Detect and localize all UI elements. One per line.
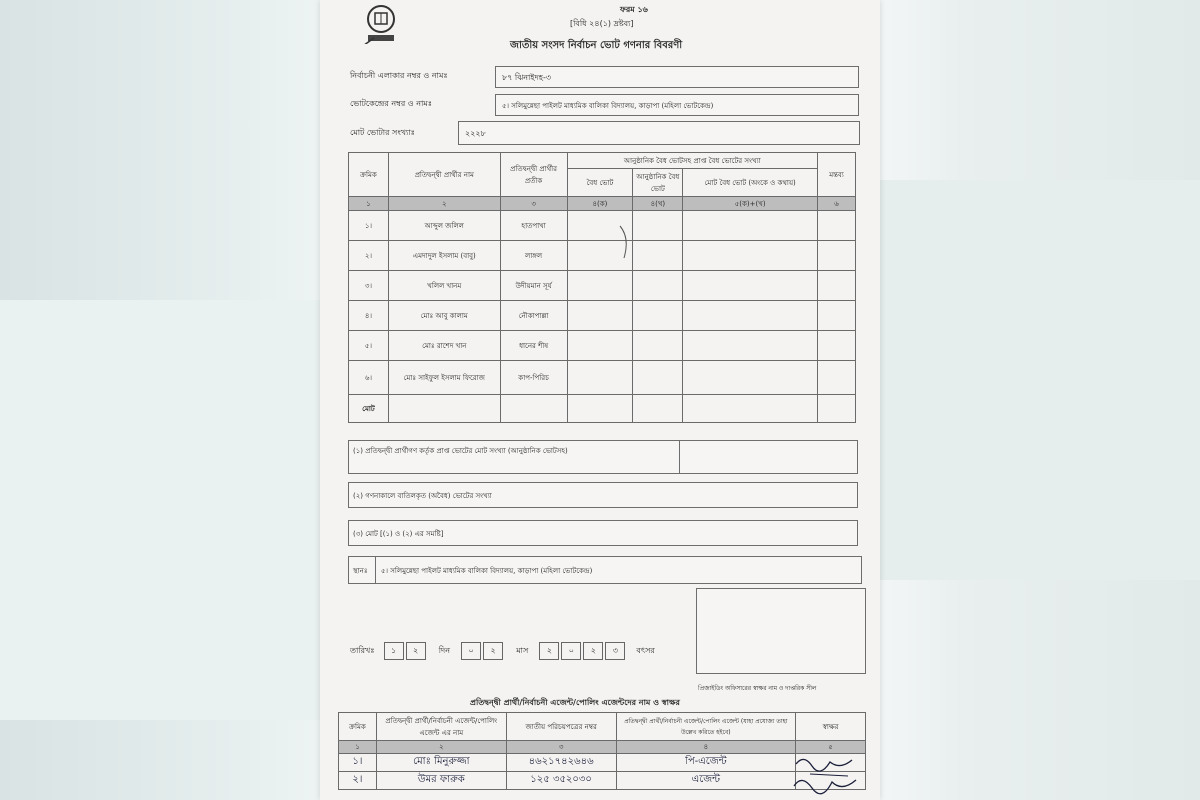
handwritten-signature-icon: [790, 752, 860, 798]
header-serial: ক্রমিক: [349, 153, 389, 197]
row-formal-votes: [633, 361, 683, 395]
row-symbol: লাঙ্গল: [500, 241, 567, 271]
index-cell: ২: [376, 741, 506, 754]
row-serial: ২।: [349, 241, 389, 271]
row-total-votes: [683, 211, 818, 241]
row-serial: ৬।: [349, 361, 389, 395]
row-candidate-name: মোঃ রাশেদ খান: [388, 331, 500, 361]
index-cell: ৩: [500, 197, 567, 211]
election-commission-logo: [360, 2, 402, 44]
officer-caption: প্রিজাইডিং অফিসারের স্বাক্ষর নাম ও দাপ্তরিক সীল: [698, 685, 817, 692]
agents-header-nid: জাতীয় পরিচয়পত্রের নম্বর: [506, 713, 616, 741]
center-label: ভোটকেন্দ্রের নম্বর ও নামঃ: [350, 99, 432, 108]
table-row: [349, 211, 856, 241]
row-total-votes: [683, 331, 818, 361]
year-digit: ০: [561, 642, 581, 660]
header-valid: বৈধ ভোট: [567, 169, 633, 197]
summary-line-2: [348, 482, 858, 508]
row-serial: ৫।: [349, 331, 389, 361]
total-cell: [633, 395, 683, 423]
summary-line-3: [348, 520, 858, 546]
row-serial: ৪।: [349, 301, 389, 331]
index-cell: ৪(খ): [633, 197, 683, 211]
row-total-votes: [683, 301, 818, 331]
table-row: [349, 331, 856, 361]
vote-count-form-sheet: [320, 0, 880, 800]
summary-line-2-text: (২) গণনাকালে বাতিলকৃত (অবৈধ) ভোটের সংখ্যা: [353, 492, 492, 500]
row-remarks: [818, 241, 856, 271]
index-cell: ৪: [616, 741, 796, 754]
date-label: তারিখঃ: [350, 646, 375, 655]
index-cell: ১: [349, 197, 389, 211]
background-panel-left: [0, 300, 320, 720]
table-row: [349, 241, 856, 271]
divider: [679, 441, 680, 473]
total-voters-label: মোট ভোটার সংখ্যাঃ: [350, 128, 415, 137]
total-cell: [818, 395, 856, 423]
row-valid-votes: [567, 301, 633, 331]
row-remarks: [818, 331, 856, 361]
table-row: [339, 772, 866, 790]
row-formal-votes: [633, 211, 683, 241]
row-candidate-name: খলিল খানম: [388, 271, 500, 301]
header-total-valid: মোট বৈধ ভোট (অংকে ও কথায়): [683, 169, 818, 197]
row-remarks: [818, 271, 856, 301]
divider: [375, 557, 376, 583]
agent-type: এজেন্ট: [616, 772, 796, 790]
index-cell: ৬: [818, 197, 856, 211]
row-symbol: নৌকাপাল্লা: [500, 301, 567, 331]
results-table: [348, 152, 856, 423]
header-valid-votes-group: আনুষ্ঠানিক বৈধ ভোটসহ প্রাপ্ত বৈধ ভোটের সংখ্যা: [567, 153, 818, 169]
row-formal-votes: [633, 241, 683, 271]
month-digit: ২: [483, 642, 503, 660]
row-serial: ৩।: [349, 271, 389, 301]
form-number: ফরম ১৬: [620, 5, 648, 14]
place-value: ৫। সলিমুন্নেছা পাইলট মাধ্যমিক বালিকা বিদ্যালয়, কাড়াপা (মহিলা ভোটকেন্দ্র): [381, 567, 593, 575]
row-candidate-name: মোঃ আবু কালাম: [388, 301, 500, 331]
index-cell: ২: [388, 197, 500, 211]
summary-line-3-text: (৩) মোট [(১) ও (২) এর সমষ্টি]: [353, 530, 444, 538]
total-row: [349, 395, 856, 423]
agents-title: প্রতিদ্বন্দ্বী প্রার্থী/নির্বাচনী এজেন্ট/পোলিং এজেন্টদের নাম ও স্বাক্ষর: [470, 698, 680, 707]
header-remarks: মন্তব্য: [818, 153, 856, 197]
date-row: [350, 638, 655, 660]
day-label: দিন: [438, 646, 450, 655]
summary-line-1-text: (১) প্রতিদ্বন্দ্বী প্রার্থীগণ কর্তৃক প্রাপ্ত ভোটের মোট সংখ্যা (আনুষ্ঠানিক ভোটসহ): [353, 447, 568, 455]
month-label: মাস: [516, 646, 529, 655]
agents-header-name: প্রতিদ্বন্দ্বী প্রার্থী/নির্বাচনী এজেন্ট/পোলিং এজেন্ট এর নাম: [376, 713, 506, 741]
index-cell: ৩: [506, 741, 616, 754]
background-panel-right: [880, 180, 1200, 580]
agent-type: পি-এজেন্ট: [616, 754, 796, 772]
total-cell: [500, 395, 567, 423]
row-remarks: [818, 211, 856, 241]
row-formal-votes: [633, 301, 683, 331]
form-rule: [বিধি ২৪(১) দ্রষ্টব্য]: [570, 19, 634, 28]
row-total-votes: [683, 241, 818, 271]
agent-serial: ১।: [339, 754, 377, 772]
month-digit: ০: [461, 642, 481, 660]
presiding-officer-signature-box: [696, 588, 866, 674]
agent-serial: ২।: [339, 772, 377, 790]
constituency-label: নির্বাচনী এলাকার নম্বর ও নামঃ: [350, 71, 448, 80]
row-valid-votes: [567, 331, 633, 361]
agent-name: মোঃ মিনুরুজ্জা: [376, 754, 506, 772]
index-cell: ৫(ক)+(খ): [683, 197, 818, 211]
total-voters-field: [458, 121, 860, 145]
year-digit: ৩: [605, 642, 625, 660]
row-total-votes: [683, 271, 818, 301]
table-row: [339, 754, 866, 772]
row-total-votes: [683, 361, 818, 395]
constituency-value: ৮৭ ঝিনাইদহ-৩: [502, 73, 552, 82]
table-row: [349, 271, 856, 301]
total-voters-value: ২২২৮: [465, 129, 486, 138]
center-value: ৫। সলিমুন্নেছা পাইলট মাধ্যমিক বালিকা বিদ্যালয়, কাড়াপা (মহিলা ভোটকেন্দ্র): [502, 102, 714, 110]
row-valid-votes: [567, 271, 633, 301]
day-digit: ২: [406, 642, 426, 660]
row-symbol: ধানের শীষ: [500, 331, 567, 361]
table-row: [349, 361, 856, 395]
agent-nid: ১২৫ ৩৫২০৩০: [506, 772, 616, 790]
constituency-field: [495, 66, 859, 88]
form-title: জাতীয় সংসদ নির্বাচন ভোট গণনার বিবরণী: [510, 40, 683, 51]
index-cell: ৫: [796, 741, 866, 754]
agent-nid: ৪৬২১৭৪২৬৪৬: [506, 754, 616, 772]
agents-header-serial: ক্রমিক: [339, 713, 377, 741]
table-row: [349, 301, 856, 331]
index-cell: ৪(ক): [567, 197, 633, 211]
header-formal-valid: আনুষ্ঠানিক বৈধ ভোট: [633, 169, 683, 197]
index-cell: ১: [339, 741, 377, 754]
row-symbol: কাপ-পিরিচ: [500, 361, 567, 395]
header-symbol: প্রতিদ্বন্দ্বী প্রার্থীর প্রতীক: [500, 153, 567, 197]
agents-header-signature: স্বাক্ষর: [796, 713, 866, 741]
place-label: স্থানঃ: [353, 567, 368, 575]
day-digit: ১: [384, 642, 404, 660]
total-cell: [683, 395, 818, 423]
year-digit: ২: [583, 642, 603, 660]
row-symbol: উদীয়মান সূর্য: [500, 271, 567, 301]
row-remarks: [818, 301, 856, 331]
row-formal-votes: [633, 271, 683, 301]
total-cell: [388, 395, 500, 423]
agent-name: উমর ফারুক: [376, 772, 506, 790]
row-remarks: [818, 361, 856, 395]
total-label: মোট: [349, 395, 389, 423]
summary-line-1: [348, 440, 858, 474]
year-label: বৎসর: [636, 646, 655, 655]
row-candidate-name: আব্দুল জলিল: [388, 211, 500, 241]
row-serial: ১।: [349, 211, 389, 241]
center-field: [495, 94, 859, 116]
place-field: [348, 556, 862, 584]
row-candidate-name: মোঃ সাইফুল ইসলাম ফিরোজ: [388, 361, 500, 395]
pen-mark: [616, 222, 632, 262]
total-cell: [567, 395, 633, 423]
agents-table: [338, 712, 866, 790]
year-digit: ২: [539, 642, 559, 660]
agents-header-agent-type: প্রতিদ্বন্দ্বী প্রার্থী/নির্বাচনী এজেন্ট/পোলিং এজেন্ট (যাহা প্রযোজ্য তাহা উল্লেখ করিতে হইবে): [616, 713, 796, 741]
row-valid-votes: [567, 361, 633, 395]
row-candidate-name: এমদাদুল ইসলাম (বাবু): [388, 241, 500, 271]
row-symbol: হাতপাখা: [500, 211, 567, 241]
header-candidate-name: প্রতিদ্বন্দ্বী প্রার্থীর নাম: [388, 153, 500, 197]
row-formal-votes: [633, 331, 683, 361]
